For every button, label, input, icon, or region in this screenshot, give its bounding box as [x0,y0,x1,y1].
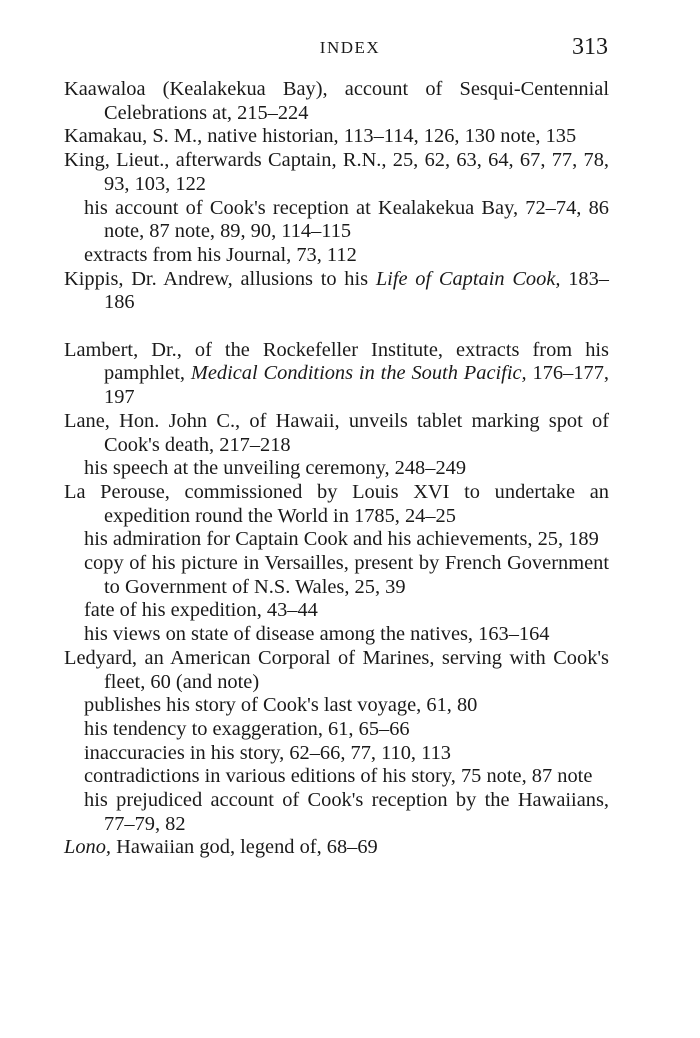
index-subentry: inaccuracies in his story, 62–66, 77, 110, 113 [84,741,451,764]
entry-pages: 183–186 [104,267,609,314]
index-subentry: his views on state of disease among the natives, 163–164 [84,623,550,646]
index-entry-king: King, Lieut., afterwards Captain, R.N., 25, 62, 63, 64, 67, 77, 78, 93, 103, 122 [64,149,609,195]
running-head [0,36,700,66]
index-entry-la-perouse: La Perouse, commissioned by Louis XVI to undertake an expedition round the World in 1785, 24–25 [64,480,609,527]
index-entry-lono [64,836,609,860]
entry-text: Kippis, Dr. Andrew, allusions to his [64,267,376,290]
deity-name: Lono, [64,836,112,859]
index-subentry: his account of Cook's reception at Kealakekua Bay, 72–74, 86 note, 87 note, 89, 90, 114–115 [84,196,609,243]
index-subentry: copy of his picture in Versailles, present by French Government to Government of N.S. Wales, 25, 39 [84,552,609,598]
index-subentry: extracts from his Journal, 73, 112 [84,243,357,266]
index-entry-kippis [64,268,609,315]
page-title: INDEX [319,38,381,57]
pamphlet-title: Medical Conditions in the South Pacific, [190,362,527,385]
entry-text: Hawaiian god, legend of, 68–69 [111,836,378,859]
index-entry-ledyard: Ledyard, an American Corporal of Marines, serving with Cook's fleet, 60 (and note) [64,646,609,693]
entry-text: Lambert, Dr., of the Rockefeller Institute, extracts from his pamphlet, [64,338,609,385]
index-subentry: contradictions in various editions of his story, 75 note, 87 note [84,765,593,788]
index-entry-kamakau: Kamakau, S. M., native historian, 113–114, 126, 130 note, 135 [64,125,577,148]
index-subentry: his admiration for Captain Cook and his achievements, 25, 189 [84,528,599,551]
index-entries [64,78,609,860]
book-title: Life of Captain Cook, [375,267,561,290]
entry-pages: 176–177, 197 [104,362,610,409]
index-entry-lambert [64,339,609,410]
index-entry-kaawaloa: Kaawaloa (Kealakekua Bay), account of Sesqui-Centennial Celebrations at, 215–224 [64,78,609,124]
index-subentry: his tendency to exaggeration, 61, 65–66 [84,717,410,740]
index-subentry: fate of his expedition, 43–44 [84,599,318,622]
index-subentry: publishes his story of Cook's last voyage, 61, 80 [84,694,478,717]
section-gap [64,315,609,339]
index-subentry: his prejudiced account of Cook's reception by the Hawaiians, 77–79, 82 [84,789,609,835]
page-number: 313 [572,34,608,60]
index-entry-lane: Lane, Hon. John C., of Hawaii, unveils tablet marking spot of Cook's death, 217–218 [64,409,609,456]
index-subentry: his speech at the unveiling ceremony, 248–249 [84,457,467,480]
